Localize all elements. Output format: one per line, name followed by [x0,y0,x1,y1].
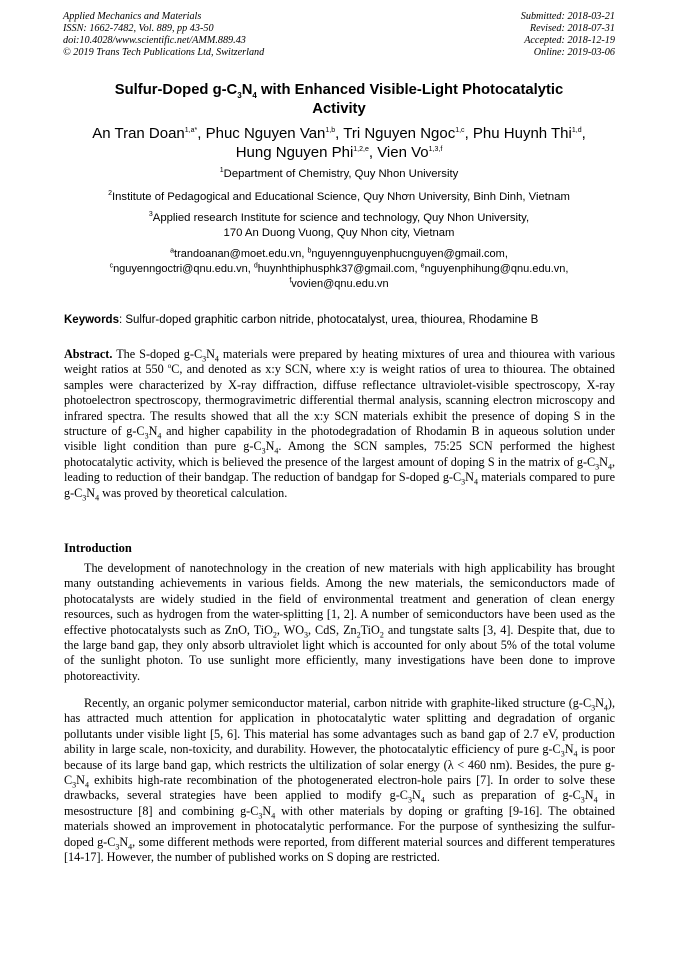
email-link[interactable]: vovien@qnu.edu.vn [291,278,389,290]
email-link[interactable]: nguyenngoctri@qnu.edu.vn, [113,263,254,275]
abstract-label: Abstract. [64,347,113,361]
submitted-date: Submitted: 2018-03-21 [520,11,615,22]
email-link[interactable]: nguyenphihung@qnu.edu.vn, [424,263,569,275]
journal-info [63,11,264,59]
author: Vien Vo [377,144,429,161]
email-list: $^a$trandoanan@moet.edu.vn, $^b$nguyennguyenphucnguyen@gmail.com, $^c$nguyenngoctri@qnu.edu.vn, $^d$huynhthiphusphk37@gmail.com, $^e$nguyenphihung@qnu.edu.vn, $^f$vovien@qnu.edu.vn [109,247,569,290]
keywords-text: : Sulfur-doped graphitic carbon nitride, photocatalyst, urea, thiourea, Rhodamine B [118,314,539,326]
copyright-line: © 2019 Trans Tech Publications Ltd, Switzerland [63,47,265,58]
keywords [64,313,624,328]
author: Hung Nguyen Phi [235,144,354,161]
affiliation-1: $^1$Department of Chemistry, Quy Nhon University [219,167,459,180]
author: Phuc Nguyen Van [205,125,326,142]
affiliation-3: $^3$Applied research Institute for science and technology, Quy Nhon University, 170 An Duong Vuong, Quy Nhon city, Vietnam [148,211,530,239]
revised-date: Revised: 2018-07-31 [529,23,615,34]
doi-line: doi:10.4028/www.scientific.net/AMM.889.43 [63,35,246,46]
author: Phu Huynh Thi [472,125,572,142]
section-heading-introduction: Introduction [64,541,132,555]
abstract: Abstract. The S-doped $g-C_3N_4$ materials were prepared by heating mixtures of urea and thiourea with various weight ratios at 550 $^o$C, and denoted as x:y SCN, where x:y is weight ratios of urea to thiourea. The obtained samples were characterized by X-ray diffraction, diffuse reflectance ultraviolet-visible spectroscopy, X-ray photoelectron spectroscopy, thermogravimetric differential thermal analysis, scanning electron microscopy and infrared spectra. The results showed that all the x:y SCN materials exhibit the presence of doping S in the structure of $g-C_3N_4$ and higher capability in the photodegradation of Rhodamin B in aqueous solution under visible light condition than pure $g-C_3N_4$. Among the SCN samples, 75:25 SCN performed the highest photocatalytic activity, which is believed the presence of the largest amount of doping S in the matrix of $g-C_3N_4$, leading to reduction of their bandgap. The reduction of bandgap for S-doped $g-C_3N_4$ materials compared to pure $g-C_3N_4$ was proved by theoretical calculation. [64,347,615,503]
author-list: An Tran Doan$^{1,a*}$, Phuc Nguyen Van$^{1,b}$, Tri Nguyen Ngoc$^{1,c}$, Phu Huynh Thi$^{1,d}$, Hung Nguyen Phi$^{1,2,e}$, Vien Vo$^{1,3,f}$ [92,125,586,161]
accepted-date: Accepted: 2018-12-19 [524,35,615,46]
intro-paragraph-2: Recently, an organic polymer semiconductor material, carbon nitride with graphite-liked structure $(g-C_3N_4)$, has attracted much attention for application in photocatalytic water splitting and degradation of organic pollutants under visible light [5, 6]. This material has some advantages such as band gap of 2.7 eV, production ability in large scale, non-toxicity, and durability. However, the photocatalytic efficiency of pure $g-C_3N_4$ is poor because of its large band gap, which restricts the ultilization of solar energy (λ < 460 nm). Besides, the pure $g-C_3N_4$ exhibits high-rate recombination of the photogenerated electron-hole pairs [7]. In order to solve these drawbacks, several strategies have been applied to modify $g-C_3N_4$ such as preparation of $g-C_3N_4$ in mesostructure [8] and combining $g-C_3N_4$ with other materials by doping or grafting [9-16]. The obtained materials showed an improvement in photocatalytic performance. For the purpose of synthesizing the sulfur-doped $g-C_3N_4$, some different methods were reported, from different material sources and different temperatures [14-17]. However, the number of published works on S doping are restricted. [64,696,616,865]
email-link[interactable]: trandoanan@moet.edu.vn, [174,248,308,260]
dates-info [521,11,615,59]
email-link[interactable]: huynhthiphusphk37@gmail.com, [257,263,421,275]
online-date: Online: 2019-03-06 [533,47,615,58]
author: Tri Nguyen Ngoc [343,125,456,142]
issn-line: ISSN: 1662-7482, Vol. 889, pp 43-50 [63,23,214,34]
affiliation-2: $^2$Institute of Pedagogical and Educational Science, Quy Nhơn University, Binh Dinh, Vietnam [108,190,570,203]
email-link[interactable]: nguyennguyenphucnguyen@gmail.com, [311,248,508,260]
author: An Tran Doan [92,125,185,142]
keywords-label: Keywords [64,314,119,326]
journal-name: Applied Mechanics and Materials [63,11,202,22]
intro-paragraph-1: The development of nanotechnology in the creation of new materials with high applicability has brought many outstanding achievements in various fields. Among the new materials, the semiconductors made of photocatalysts are widely studied in the field of environmental treatment and generation of clean energy resources, such as hydrogen from the water-splitting [1, 2]. A number of semiconductors have been used as the effective photocatalysts such as ZnO, TiO$_2$, $WO_3$, CdS, $Zn_2TiO_2$ and tungstate salts [3, 4]. Despite that, due to the large band gap, they only absorb ultraviolet light which is accounted for only about 5% of the total volume of the sunlight photon. To use sunlight more efficiently, many investigations have been done to improve photoreactivity. [64,561,615,683]
paper-title: Sulfur-Doped $g-C_3N_4$ with Enhanced Visible-Light Photocatalytic Activity [114,82,564,117]
